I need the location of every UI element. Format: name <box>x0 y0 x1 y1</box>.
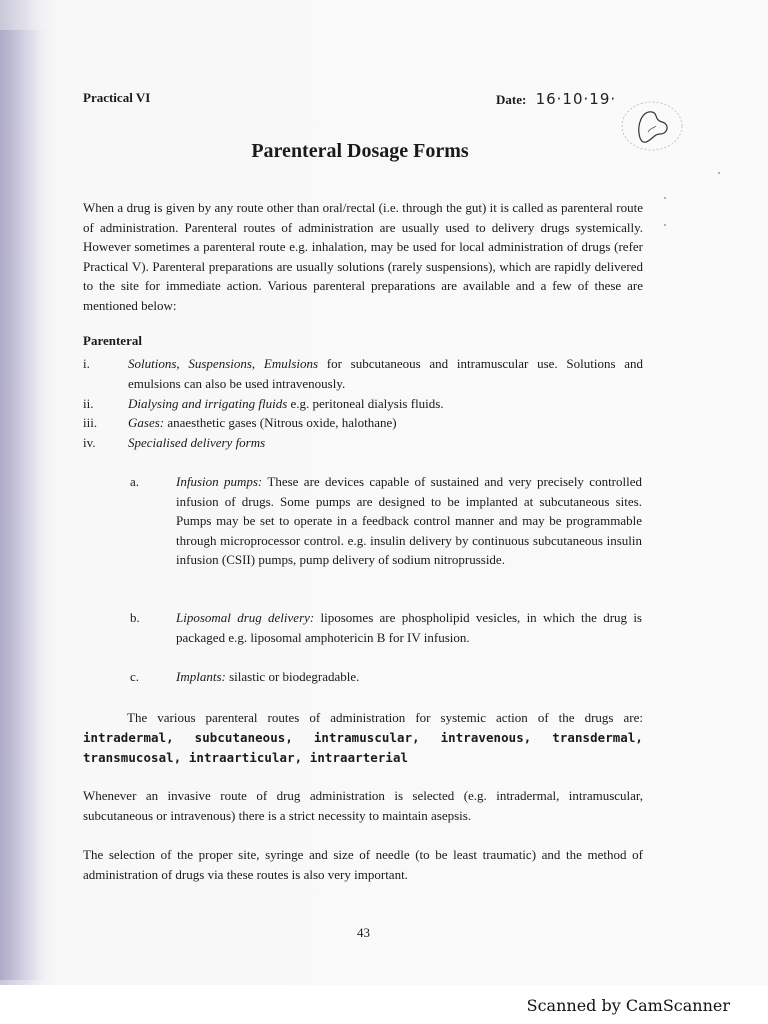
scan-speck <box>664 224 666 226</box>
list-number: iv. <box>83 435 96 450</box>
binding-shadow <box>0 30 46 980</box>
routes-list: intradermal, subcutaneous, intramuscular, intravenous, transdermal, transmucosal, intraarticular, intraarterial <box>83 730 643 765</box>
list-term: Gases: <box>128 415 165 430</box>
section-heading-parenteral: Parenteral <box>83 333 142 348</box>
sublist-term: Implants: <box>176 669 226 684</box>
list-number: iii. <box>83 415 98 430</box>
sublist-description: liposomes are phospholipid vesicles, in which the drug is packaged e.g. liposomal amphotericin B for IV infusion. <box>176 610 642 645</box>
date-label: Date: <box>496 92 527 107</box>
sublist-letter: a. <box>130 474 140 489</box>
asepsis-paragraph: Whenever an invasive route of drug administration is selected (e.g. intradermal, intramuscular, subcutaneous or intravenous) there is a strict necessity to maintain asepsis. <box>83 788 643 823</box>
list-number: i. <box>83 356 90 371</box>
sublist-text <box>176 608 642 647</box>
intro-paragraph: When a drug is given by any route other than oral/rectal (i.e. through the gut) it is called as parenteral route of administration. Parenteral routes of administration are usually used to delivery drugs systemically. However sometimes a parenteral route e.g. inhalation, may be used for local administration of drugs (refer Practical V). Parenteral preparations are usually solutions (rarely suspensions), which are rapidly delivered to the site for immediate action. Various parenteral preparations are available and a few of these are mentioned below: <box>83 200 643 313</box>
list-text <box>128 413 643 433</box>
list-text <box>128 433 643 453</box>
sublist-letter: b. <box>130 610 140 625</box>
list-term: Solutions, Suspensions, Emulsions <box>128 356 319 371</box>
list-text <box>128 354 643 393</box>
date-field <box>496 90 616 108</box>
list-description: anaesthetic gases (Nitrous oxide, halothane) <box>164 415 397 430</box>
scan-speck <box>718 172 720 174</box>
sublist-description: silastic or biodegradable. <box>225 669 360 684</box>
list-number: ii. <box>83 396 94 411</box>
list-description: for subcutaneous and intramuscular use. Solutions and emulsions can also be used intravenously. <box>128 356 643 391</box>
routes-lead: The various parenteral routes of administration for systemic action of the drugs are: <box>127 710 643 725</box>
page-number: 43 <box>357 925 370 940</box>
sublist-text <box>176 667 642 687</box>
sublist-text <box>176 472 642 570</box>
page-title: Parenteral Dosage Forms <box>251 140 469 162</box>
list-term: Specialised delivery forms <box>128 435 266 450</box>
practical-label: Practical VI <box>83 90 151 105</box>
sublist-term: Liposomal drug delivery: <box>176 610 315 625</box>
sublist-description: These are devices capable of sustained and very precisely controlled infusion of drugs. Some pumps are designed to be implanted at subcutaneous sites. Pumps may be set to operate in a feedback control manner and may be programmable through microprocessor control. e.g. insulin delivery by continuous subcutaneous insulin infusion (CSII) pumps, pump delivery of sodium nitroprusside. <box>176 474 642 568</box>
list-description: e.g. peritoneal dialysis fluids. <box>287 396 444 411</box>
list-text <box>128 394 643 414</box>
sublist-term: Infusion pumps: <box>176 474 263 489</box>
list-term: Dialysing and irrigating fluids <box>128 396 288 411</box>
scanner-watermark: Scanned by CamScanner <box>526 996 730 1015</box>
handwritten-date: 16·10·19· <box>535 90 617 108</box>
sublist-letter: c. <box>130 669 140 684</box>
routes-paragraph <box>83 708 643 768</box>
selection-paragraph: The selection of the proper site, syringe and size of needle (to be least traumatic) and the method of administration of drugs via these routes is also very important. <box>83 847 643 882</box>
scan-speck <box>664 197 666 199</box>
